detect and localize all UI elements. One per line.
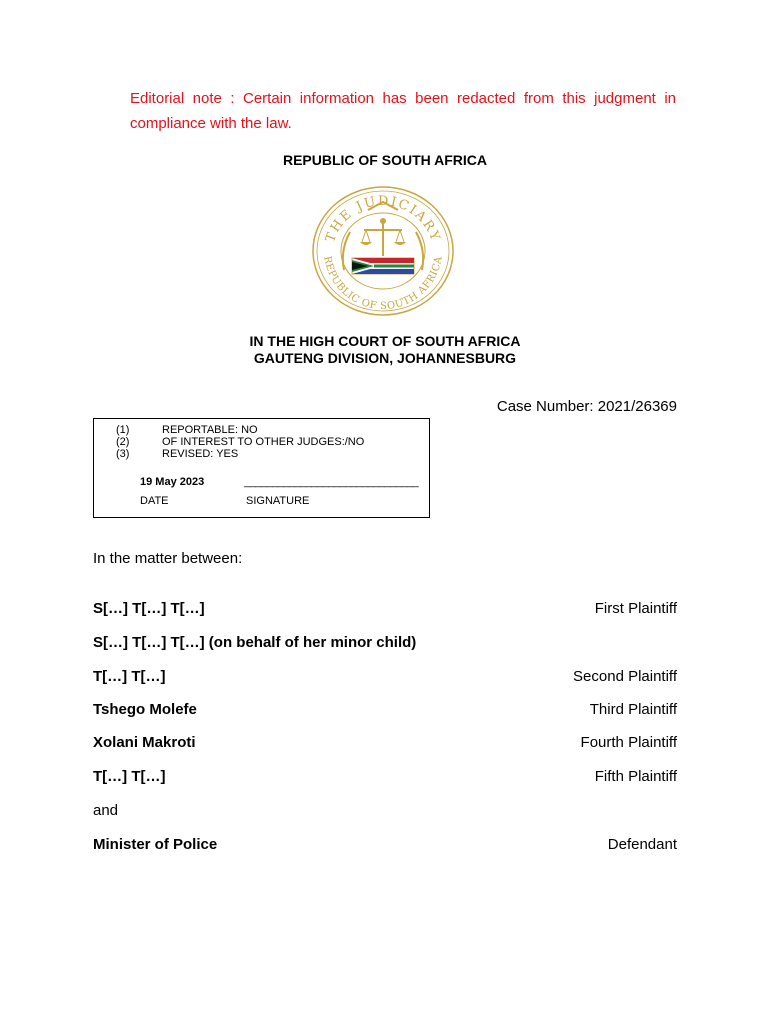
- judiciary-seal-icon: [310, 184, 456, 318]
- reportable-box: [93, 418, 430, 518]
- party-name: T[…] T[…]: [93, 768, 166, 785]
- party-row: [93, 701, 677, 721]
- defendant-role: Defendant: [607, 836, 677, 853]
- item-3-number: (3): [116, 448, 130, 460]
- signature-line: _______________________________: [244, 476, 419, 488]
- court-line-2: GAUTENG DIVISION, JOHANNESBURG: [253, 350, 517, 366]
- party-name: S[…] T[…] T[…]: [93, 600, 205, 617]
- and-separator: and: [93, 802, 119, 819]
- item-1-text: REPORTABLE: NO: [162, 424, 258, 436]
- matter-intro: In the matter between:: [93, 550, 243, 567]
- party-role: Third Plaintiff: [589, 701, 677, 718]
- republic-heading: REPUBLIC OF SOUTH AFRICA: [282, 152, 488, 168]
- party-row: [93, 600, 677, 620]
- date-label: DATE: [140, 495, 169, 507]
- item-1-number: (1): [116, 424, 130, 436]
- item-3-text: REVISED: YES: [162, 448, 239, 460]
- party-row: [93, 668, 677, 688]
- seal-bottom-text: REPUBLIC OF SOUTH AFRICA: [321, 255, 445, 313]
- party-role: Fourth Plaintiff: [580, 734, 677, 751]
- defendant-row: [93, 836, 677, 856]
- party-role: First Plaintiff: [594, 600, 677, 617]
- party-role: Second Plaintiff: [573, 668, 677, 685]
- case-number: Case Number: 2021/26369: [496, 398, 677, 415]
- defendant-name: Minister of Police: [93, 836, 218, 853]
- court-heading: [0, 333, 770, 367]
- judgment-date: 19 May 2023: [140, 476, 205, 488]
- signature-label: SIGNATURE: [246, 495, 310, 507]
- seal-top-text: THE JUDICIARY: [323, 193, 443, 245]
- item-2-number: (2): [116, 436, 130, 448]
- party-row: [93, 734, 677, 754]
- party-row: [93, 634, 677, 654]
- party-name: S[…] T[…] T[…] (on behalf of her minor child): [93, 634, 417, 651]
- editorial-note: Editorial note : Certain information has been redacted from this judgment in compliance with the law.: [130, 90, 676, 132]
- party-row: [93, 768, 677, 788]
- party-name: T[…] T[…]: [93, 668, 166, 685]
- court-line-1: IN THE HIGH COURT OF SOUTH AFRICA: [249, 333, 521, 349]
- party-name: Xolani Makroti: [93, 734, 196, 751]
- party-role: Fifth Plaintiff: [594, 768, 677, 785]
- party-name: Tshego Molefe: [93, 701, 197, 718]
- item-2-text: OF INTEREST TO OTHER JUDGES:/NO: [162, 436, 365, 448]
